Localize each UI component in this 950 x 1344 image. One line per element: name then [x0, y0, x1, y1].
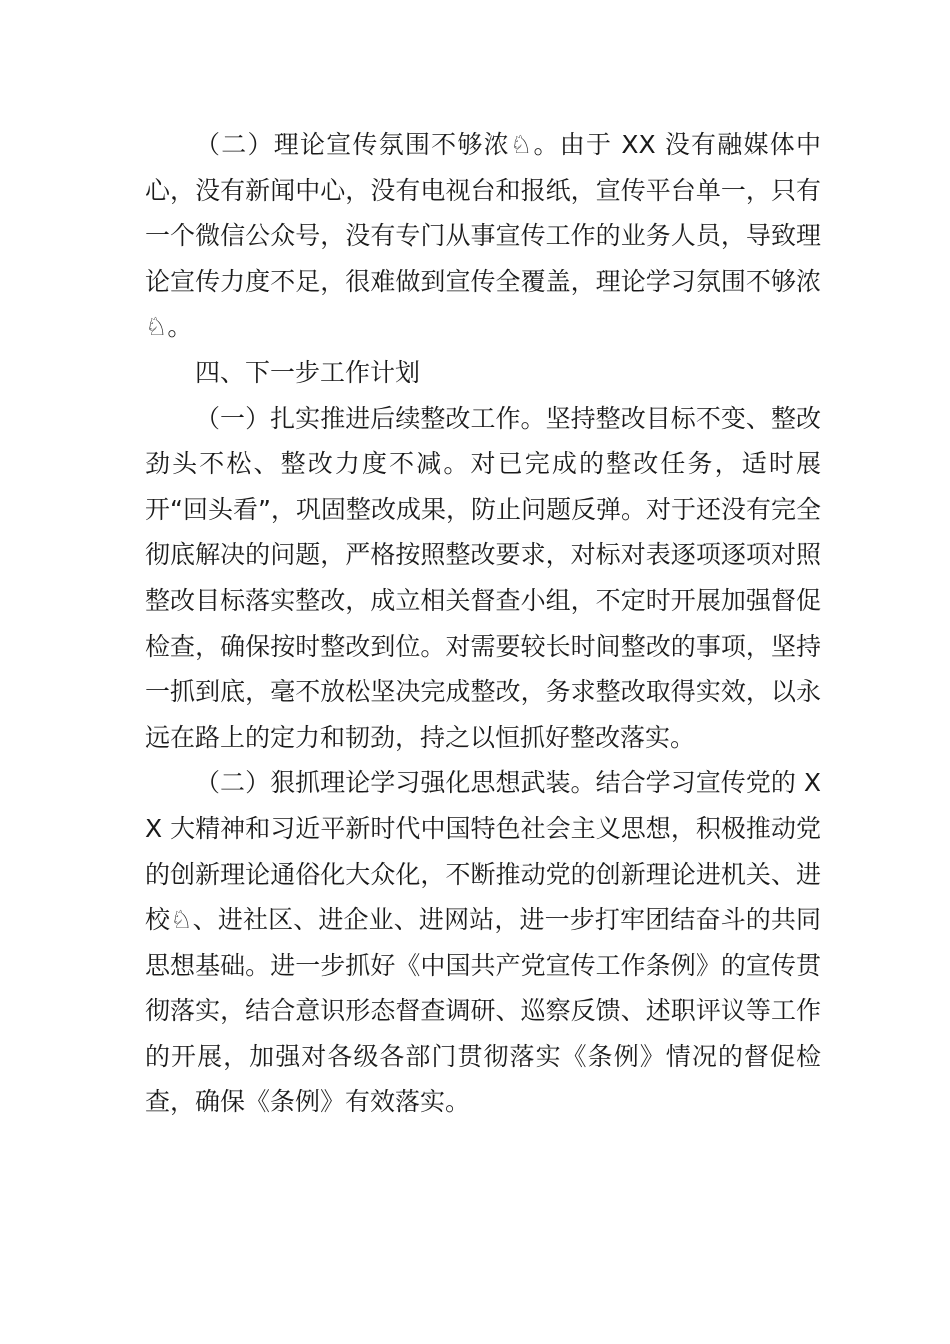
- paragraph-rectification-work: （一）扎实推进后续整改工作。坚持整改目标不变、整改劲头不松、整改力度不减。对已完成的整改任务，适时展开“回头看”，巩固整改成果，防止问题反弹。对于还没有完全彻底解决的问题，严格按照整改要求，对标对表逐项逐项对照整改目标落实整改，成立相关督查小组，不定时开展加强督促检查，确保按时整改到位。对需要较长时间整改的事项，坚持一抓到底，毫不放松坚决完成整改，务求整改取得实效，以永远在路上的定力和韧劲，持之以恒抓好整改落实。: [145, 403, 821, 752]
- section-heading-next-steps: 四、下一步工作计划: [195, 357, 421, 387]
- paragraph-propaganda-atmosphere: （二）理论宣传氛围不够浓♘。由于 XX 没有融媒体中心，没有新闻中心，没有电视台和报纸，宣传平台单一，只有一个微信公众号，没有专门从事宣传工作的业务人员，导致理论宣传力度不足，很难做到宣传全覆盖，理论学习氛围不够浓♘。: [145, 130, 821, 342]
- paragraph-theory-study: （二）狠抓理论学习强化思想武装。结合学习宣传党的 XX 大精神和习近平新时代中国特色社会主义思想，积极推动党的创新理论通俗化大众化，不断推动党的创新理论进机关、进校♘、进社区、进企业、进网站，进一步打牢团结奋斗的共同思想基础。进一步抓好《中国共产党宣传工作条例》的宣传贯彻落实，结合意识形态督查调研、巡察反馈、述职评议等工作的开展，加强对各级各部门贯彻落实《条例》情况的督促检查，确保《条例》有效落实。: [145, 768, 821, 1117]
- document-body: [145, 122, 821, 1125]
